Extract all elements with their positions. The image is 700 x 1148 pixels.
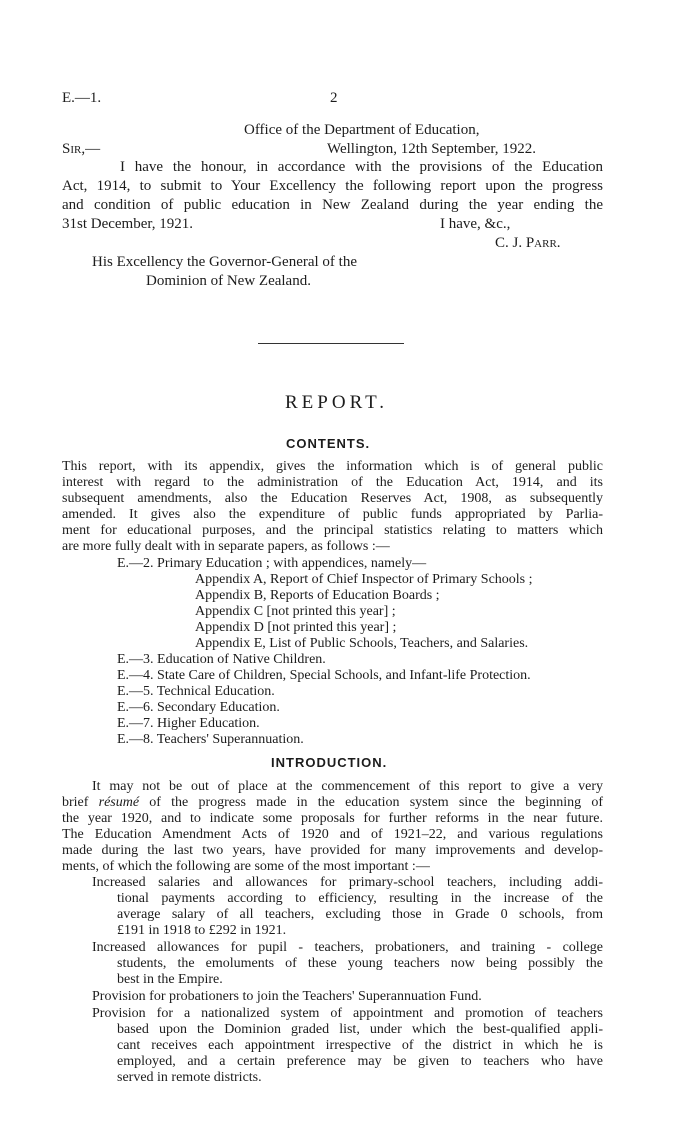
letter-closing: I have, &c.,: [440, 216, 511, 232]
intro-paragraph-line: the year 1920, and to indicate some proposals for further reforms in the near future.: [62, 811, 603, 826]
page-number: 2: [330, 90, 338, 106]
improvement-item-continued: average salary of all teachers, excluding those in Grade 0 schools, from: [117, 907, 603, 922]
improvement-item: Provision for probationers to join the Teachers' Superannuation Fund.: [92, 989, 482, 1004]
improvement-item-continued: served in remote districts.: [117, 1070, 262, 1085]
contents-appendix: Appendix B, Reports of Education Boards ;: [195, 588, 440, 603]
letter-addressee-line: His Excellency the Governor-General of the: [92, 254, 358, 270]
improvement-item-continued: cant receives each appointment irrespective of the district in which he is: [117, 1038, 603, 1053]
improvement-item-continued: based upon the Dominion graded list, under which the best-qualified appli-: [117, 1022, 603, 1037]
section-divider: [258, 343, 404, 344]
letter-place-date: Wellington, 12th September, 1922.: [327, 141, 536, 157]
improvement-item: Increased salaries and allowances for primary-school teachers, including addi-: [92, 875, 603, 890]
letter-addressee-line: Dominion of New Zealand.: [146, 273, 311, 289]
letter-body-line: and condition of public education in New Zealand during the year ending the: [62, 197, 603, 213]
contents-heading: CONTENTS.: [286, 436, 371, 451]
contents-paragraph-line: This report, with its appendix, gives the information which is of general public: [62, 459, 603, 474]
contents-paragraph-line: interest with regard to the administration of the Education Act, 1914, and its: [62, 475, 603, 490]
contents-paragraph-line: ment for educational purposes, and the principal statistics relating to matters which: [62, 523, 603, 538]
improvement-item-continued: students, the emoluments of these young teachers now being possibly the: [117, 956, 603, 971]
contents-entry: E.—7. Higher Education.: [117, 716, 260, 731]
letter-body-line: Act, 1914, to submit to Your Excellency the following report upon the progress: [62, 178, 603, 194]
contents-appendix: Appendix E, List of Public Schools, Teachers, and Salaries.: [195, 636, 529, 651]
intro-paragraph-line: made during the last two years, have provided for many improvements and develop-: [62, 843, 603, 858]
contents-appendix: Appendix C [not printed this year] ;: [195, 604, 396, 619]
letter-signature: C. J. Parr.: [495, 235, 561, 251]
contents-entry: E.—6. Secondary Education.: [117, 700, 280, 715]
letter-body-line: 31st December, 1921.: [62, 216, 194, 232]
contents-entry: E.—5. Technical Education.: [117, 684, 275, 699]
improvement-item: Increased allowances for pupil - teachers, probationers, and training - college: [92, 940, 603, 955]
intro-paragraph-line: ments, of which the following are some of the most important :—: [62, 859, 430, 874]
contents-appendix: Appendix D [not printed this year] ;: [195, 620, 397, 635]
contents-paragraph-line: subsequent amendments, also the Education Reserves Act, 1908, as subsequently: [62, 491, 603, 506]
contents-entry: E.—3. Education of Native Children.: [117, 652, 326, 667]
improvement-item: Provision for a nationalized system of appointment and promotion of teachers: [92, 1006, 603, 1021]
improvement-item-continued: £191 in 1918 to £292 in 1921.: [117, 923, 287, 938]
letter-office: Office of the Department of Education,: [244, 122, 480, 138]
contents-paragraph-line: are more fully dealt with in separate papers, as follows :—: [62, 539, 390, 554]
contents-entry-e2: E.—2. Primary Education ; with appendices, namely—: [117, 556, 427, 571]
intro-paragraph-line: brief résumé of the progress made in the education system since the beginning of: [62, 795, 603, 810]
series-reference: E.—1.: [62, 90, 102, 106]
letter-body-line: I have the honour, in accordance with the provisions of the Education: [120, 159, 603, 175]
intro-paragraph-line: The Education Amendment Acts of 1920 and of 1921–22, and various regulations: [62, 827, 603, 842]
improvement-item-continued: employed, and a certain preference may be given to teachers who have: [117, 1054, 603, 1069]
intro-paragraph-line: It may not be out of place at the commencement of this report to give a very: [92, 779, 603, 794]
introduction-heading: INTRODUCTION.: [271, 755, 388, 770]
contents-appendix: Appendix A, Report of Chief Inspector of Primary Schools ;: [195, 572, 533, 587]
letter-salutation: Sir,—: [62, 141, 101, 157]
contents-entry: E.—8. Teachers' Superannuation.: [117, 732, 304, 747]
contents-entry: E.—4. State Care of Children, Special Schools, and Infant-life Protection.: [117, 668, 531, 683]
improvement-item-continued: tional payments according to efficiency, resulting in the increase of the: [117, 891, 603, 906]
contents-paragraph-line: amended. It gives also the expenditure of public funds appropriated by Parlia-: [62, 507, 603, 522]
report-title: REPORT.: [285, 392, 389, 413]
improvement-item-continued: best in the Empire.: [117, 972, 223, 987]
